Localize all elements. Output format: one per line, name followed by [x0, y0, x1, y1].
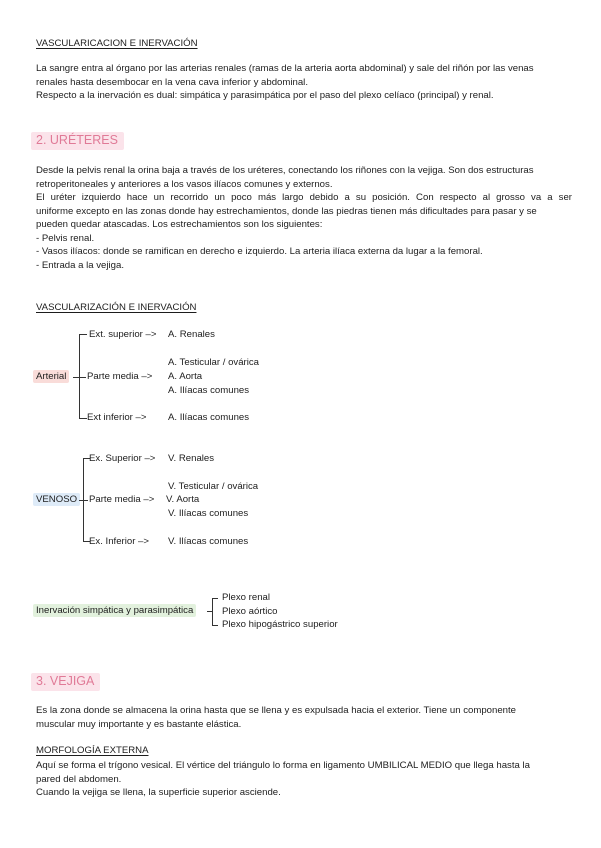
venoso-mid-value: V. Ilíacas comunes — [168, 508, 249, 519]
venoso-mid-value: V. Testicular / ovárica — [168, 481, 259, 492]
list-item: - Pelvis renal. — [36, 232, 95, 244]
arterial-sup-label: Ext. superior –> — [89, 329, 157, 340]
venoso-mid-value: V. Aorta — [166, 494, 200, 505]
inervacion-bracket-tick — [207, 611, 212, 612]
paragraph-line: pueden quedar atascadas. Los estrechamientos son los siguientes: — [36, 219, 323, 230]
section-title-vejiga: 3. VEJIGA — [31, 673, 100, 691]
arterial-label: Arterial — [33, 370, 69, 383]
venoso-bracket-tick — [84, 500, 88, 501]
venoso-bracket-tick — [79, 500, 83, 501]
paragraph-line: Desde la pelvis renal la orina baja a través de los uréteres, conectando los riñones con la vejiga. Son dos estructuras — [36, 165, 534, 176]
inervacion-item: Plexo aórtico — [222, 606, 278, 617]
vascularization-paragraph — [36, 62, 534, 103]
venoso-sup-label: Ex. Superior –> — [89, 453, 156, 464]
venoso-inf-value: V. Ilíacas comunes — [168, 536, 249, 547]
paragraph-line: retroperitoneales y anteriores a los vasos ilíacos comunes y externos. — [36, 178, 333, 190]
inervacion-bracket — [212, 598, 218, 626]
arterial-sup-value: A. Renales — [168, 329, 215, 340]
inervacion-item: Plexo hipogástrico superior — [222, 619, 338, 630]
morfologia-heading: MORFOLOGÍA EXTERNA — [36, 745, 149, 756]
venoso-label: VENOSO — [33, 493, 80, 506]
paragraph-line: Cuando la vejiga se llena, la superficie superior asciende. — [36, 787, 281, 798]
arterial-inf-label: Ext inferior –> — [87, 412, 147, 423]
arterial-bracket-tick — [73, 377, 79, 378]
inervacion-label-wrap — [33, 604, 196, 618]
venoso-label-wrap — [33, 493, 80, 507]
paragraph-line: Es la zona donde se almacena la orina hasta que se llena y es expulsada hacia el exterior. Tiene un componente — [36, 705, 517, 716]
vascularization-heading: VASCULARICACION E INERVACIÓN — [36, 38, 198, 49]
list-item: - Entrada a la vejiga. — [36, 259, 124, 271]
arterial-bracket-tick — [80, 377, 86, 378]
inervacion-label: Inervación simpática y parasimpática — [33, 604, 196, 617]
venoso-sup-value: V. Renales — [168, 453, 215, 464]
paragraph-line: renales hasta desembocar en la vena cava inferior y abdominal. — [36, 76, 308, 88]
venoso-mid-label: Parte media –> — [89, 494, 155, 505]
arterial-label-wrap — [33, 370, 69, 384]
paragraph-line: Respecto a la inervación es dual: simpática y parasimpática por el paso del plexo celíaco (principal) y renal. — [36, 90, 494, 101]
arterial-mid-value: A. Aorta — [168, 371, 203, 382]
section-title-ureteres: 2. URÉTERES — [31, 132, 124, 150]
arterial-mid-label: Parte media –> — [87, 371, 153, 382]
arterial-mid-value: A. Ilíacas comunes — [168, 385, 250, 396]
inervacion-item: Plexo renal — [222, 592, 270, 603]
paragraph-line: Aquí se forma el trígono vesical. El vértice del triángulo lo forma en ligamento UMBILICAL MEDIO que llega hasta la — [36, 760, 530, 771]
paragraph-line: El uréter izquierdo hace un recorrido un poco más largo debido a su posición. Con respecto al grosso va a ser — [36, 192, 572, 203]
paragraph-line: muscular muy importante y es bastante elástica. — [36, 718, 242, 730]
vascularizacion-heading: VASCULARIZACIÓN E INERVACIÓN — [36, 302, 197, 313]
morfologia-paragraph — [36, 759, 530, 800]
arterial-mid-value: A. Testicular / ovárica — [168, 357, 259, 368]
list-item: - Vasos ilíacos: donde se ramifican en derecho e izquierdo. La arteria ilíaca externa da lugar a la femoral. — [36, 246, 483, 257]
venoso-inf-label: Ex. Inferior –> — [89, 536, 149, 547]
vejiga-paragraph — [36, 704, 516, 731]
paragraph-line: pared del abdomen. — [36, 773, 122, 785]
ureteres-paragraph — [36, 164, 572, 272]
paragraph-line: uniforme excepto en las zonas donde hay estrechamientos, donde las piedras tienen más dificultades para pasar y se — [36, 205, 537, 217]
arterial-inf-value: A. Ilíacas comunes — [168, 412, 250, 423]
paragraph-line: La sangre entra al órgano por las arterias renales (ramas de la arteria aorta abdominal) y sale del riñón por las venas — [36, 63, 534, 74]
